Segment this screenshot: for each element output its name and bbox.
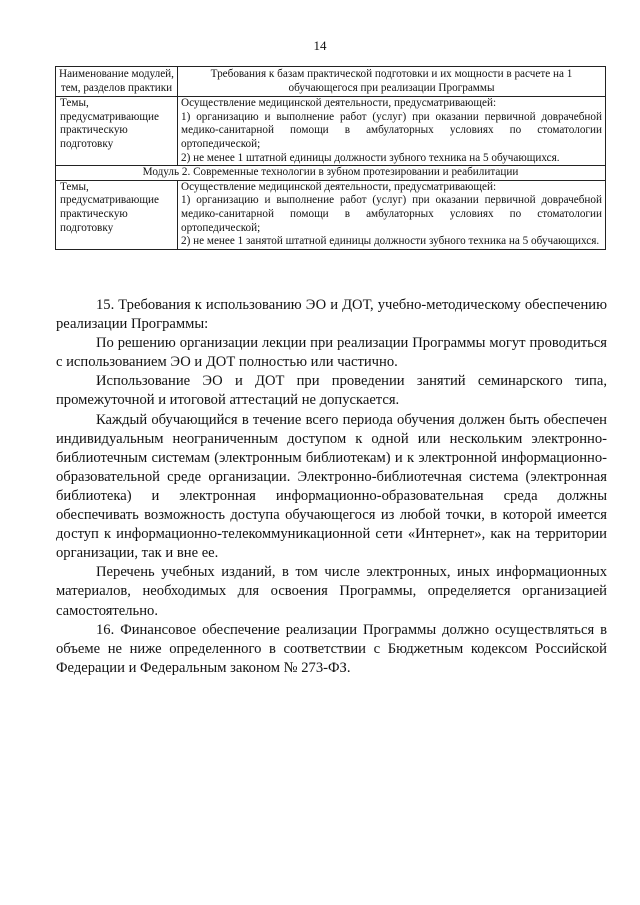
paragraph: Каждый обучающийся в течение всего периода обучения должен быть обеспечен индивидуальным неограниченным доступом к одной или нескольким электронно-библиотечным системам (электронным библиотекам) и к электронной информационно-образовательной среде организации. Электронно-библиотечная система (электронная библиотека) и электронная информационно-образовательная среда должны обеспечивать возможность доступа обучающегося из любой точки, в которой имеется доступ к информационно-телекоммуникационной сети «Интернет», как на территории организации, так и вне ее. — [56, 411, 607, 562]
header-requirements: Требования к базам практической подготовки и их мощности в расчете на 1 обучающегося при реализации Программы — [178, 67, 606, 97]
table-row — [56, 97, 606, 166]
paragraph-16: 16. Финансовое обеспечение реализации Программы должно осуществляться в объеме не ниже определенного в соответствии с Бюджетным кодексом Российской Федерации и Федеральным законом № 273-ФЗ. — [56, 621, 607, 676]
topic-cell: Темы, предусматривающие практическую подготовку — [56, 97, 178, 166]
paragraph: Использование ЭО и ДОТ при проведении занятий семинарского типа, промежуточной и итоговой аттестаций не допускается. — [56, 373, 607, 409]
module-title: Модуль 2. Современные технологии в зубном протезировании и реабилитации — [56, 166, 606, 181]
page-number: 14 — [313, 38, 327, 53]
module-row — [56, 166, 606, 181]
paragraph-15: 15. Требования к использованию ЭО и ДОТ, учебно-методическому обеспечению реализации Программы: — [56, 297, 607, 333]
paragraph: Перечень учебных изданий, в том числе электронных, иных информационных материалов, необходимых для освоения Программы, определяется организацией самостоятельно. — [56, 564, 607, 619]
requirements-cell — [178, 180, 606, 249]
requirement-line: Осуществление медицинской деятельности, предусматривающей: — [181, 180, 497, 193]
paragraph: По решению организации лекции при реализации Программы могут проводиться с использованием ЭО и ДОТ полностью или частично. — [56, 335, 607, 371]
topic-cell: Темы, предусматривающие практическую подготовку — [56, 180, 178, 249]
table-header-row — [56, 67, 606, 97]
requirement-line: Осуществление медицинской деятельности, предусматривающей: — [181, 97, 497, 110]
header-modules: Наименование модулей, тем, разделов практики — [56, 67, 178, 97]
requirement-line: 2) не менее 1 занятой штатной единицы должности зубного техника на 5 обучающихся. — [181, 235, 600, 248]
body-text — [56, 296, 607, 678]
table-row — [56, 180, 606, 249]
requirement-line: 2) не менее 1 штатной единицы должности зубного техника на 5 обучающихся. — [181, 151, 560, 164]
requirement-line: 1) организацию и выполнение работ (услуг) при оказании первичной доврачебной медико-санитарной помощи в амбулаторных условиях по стоматологии ортопедической; — [181, 194, 602, 234]
requirement-line: 1) организацию и выполнение работ (услуг) при оказании первичной доврачебной медико-санитарной помощи в амбулаторных условиях по стоматологии ортопедической; — [181, 110, 602, 150]
requirements-cell — [178, 97, 606, 166]
practice-requirements-table — [55, 66, 606, 250]
